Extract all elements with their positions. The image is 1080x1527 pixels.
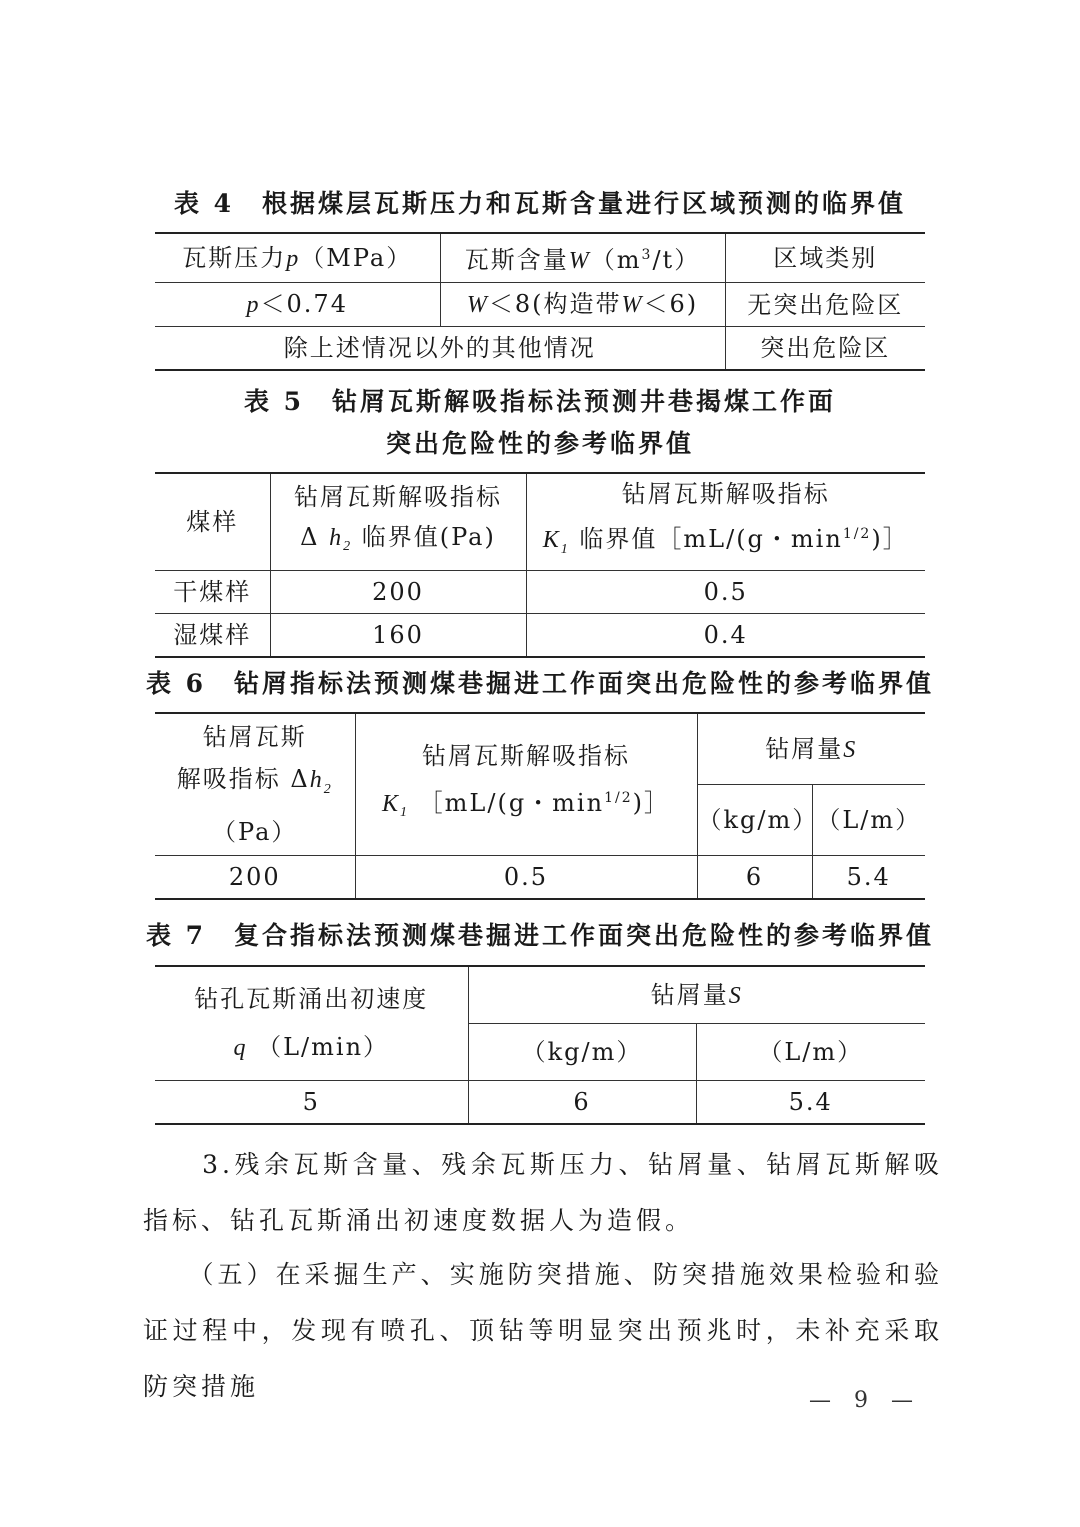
header-drill-cuttings: 钻屑量S [468, 966, 925, 1024]
cell-zone-danger: 突出危险区 [725, 327, 925, 371]
table-row [155, 327, 925, 371]
page-number: — 9 — [809, 1388, 921, 1413]
cell-content-threshold: W＜8(构造带W＜6) [440, 283, 725, 327]
header-drill-cuttings: 钻屑量S [697, 713, 925, 785]
table-header-row [155, 966, 925, 1024]
table5-caption-line1: 表 5 钻屑瓦斯解吸指标法预测井巷揭煤工作面 [243, 387, 837, 416]
table7 [155, 965, 925, 1125]
table-header-row [155, 713, 925, 785]
table4 [155, 232, 925, 371]
cell-k1: 0.4 [526, 613, 925, 657]
header-k1: 钻屑瓦斯解吸指标 $K_1$ ［mL/(g・$\min^{1/2})]$ [355, 713, 697, 856]
header-dh2-threshold: 钻屑瓦斯解吸指标 Δ $h_2$ 临界值(Pa) [270, 473, 526, 570]
cell-sample: 干煤样 [155, 570, 270, 613]
table5-caption-line2: 突出危险性的参考临界值 [385, 429, 694, 458]
header-k1-threshold: 钻屑瓦斯解吸指标 $K_1$ 临界值［mL/(g・$\min^{1/2})]$ [526, 473, 925, 570]
header-gas-content: 瓦斯含量$W(m^3/t)$ [440, 233, 725, 283]
table-header-row [155, 473, 925, 570]
header-coal-sample: 煤样 [155, 473, 270, 570]
header-zone-type: 区域类别 [725, 233, 925, 283]
header-unit-kg: （kg/m） [697, 785, 812, 856]
paragraph-falsified-data: 3.残余瓦斯含量、残余瓦斯压力、钻屑量、钻屑瓦斯解吸指标、钻孔瓦斯涌出初速度数据人为造假。 [143, 1150, 943, 1235]
cell-dh2: 200 [270, 570, 526, 613]
table6 [155, 712, 925, 900]
table-row [155, 283, 925, 327]
cell-k1: 0.5 [526, 570, 925, 613]
table-row [155, 1081, 925, 1125]
header-unit-kg: （kg/m） [468, 1024, 696, 1081]
cell-s-l: 5.4 [696, 1081, 925, 1125]
cell-q: 5 [155, 1081, 468, 1125]
table5 [155, 472, 925, 658]
table-row [155, 856, 925, 900]
cell-k1: 0.5 [355, 856, 697, 900]
header-unit-l: （L/m） [696, 1024, 925, 1081]
header-gas-pressure: 瓦斯压力p（MPa） [155, 233, 440, 283]
table-header-row [155, 233, 925, 283]
cell-dh2: 200 [155, 856, 355, 900]
cell-s-kg: 6 [468, 1081, 696, 1125]
cell-sample: 湿煤样 [155, 613, 270, 657]
header-unit-l: （L/m） [812, 785, 925, 856]
cell-pressure-threshold: p＜0.74 [155, 283, 440, 327]
table-row [155, 570, 925, 613]
cell-dh2: 160 [270, 613, 526, 657]
cell-s-kg: 6 [697, 856, 812, 900]
header-initial-velocity: 钻孔瓦斯涌出初速度 q （L/min） [155, 966, 468, 1081]
cell-zone-safe: 无突出危险区 [725, 283, 925, 327]
cell-other-cases: 除上述情况以外的其他情况 [155, 327, 725, 371]
table-row [155, 613, 925, 657]
paragraph-outburst-signs: （五）在采掘生产、实施防突措施、防突措施效果检验和验证过程中，发现有喷孔、顶钻等明显突出预兆时，未补充采取防突措施 [143, 1260, 943, 1401]
cell-s-l: 5.4 [812, 856, 925, 900]
table6-caption: 表 6 钻屑指标法预测煤巷掘进工作面突出危险性的参考临界值 [145, 669, 935, 698]
header-dh2: 钻屑瓦斯 解吸指标 $\Delta h_2$ （Pa） [155, 713, 355, 856]
table7-caption: 表 7 复合指标法预测煤巷掘进工作面突出危险性的参考临界值 [145, 921, 935, 950]
table4-caption: 表 4 根据煤层瓦斯压力和瓦斯含量进行区域预测的临界值 [173, 189, 907, 218]
